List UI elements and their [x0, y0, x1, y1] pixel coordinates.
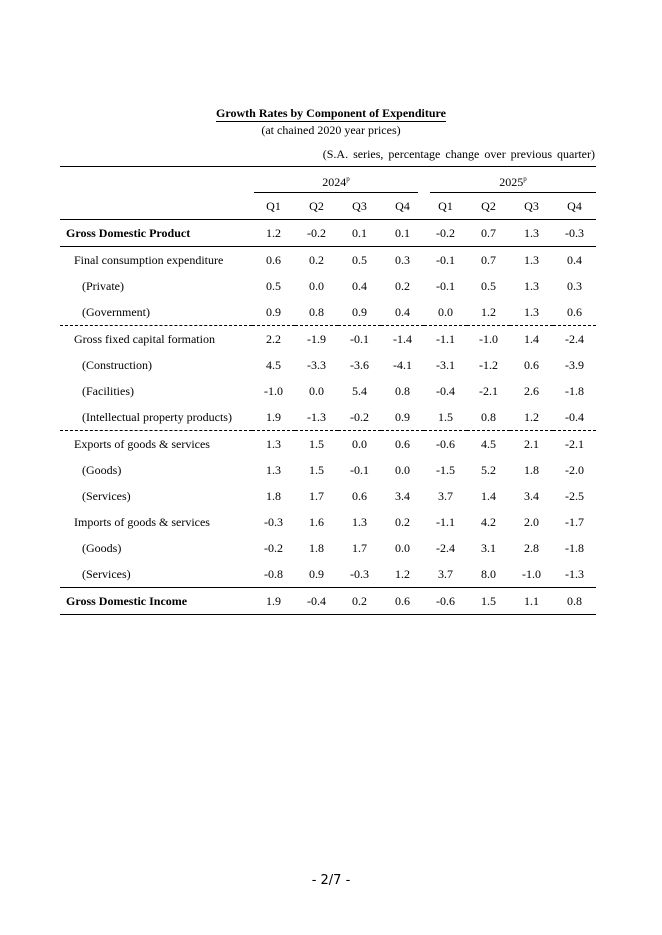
header-blank [60, 167, 252, 194]
table-cell: 1.8 [309, 540, 324, 555]
row-final-consumption [60, 247, 596, 274]
table-cell: 1.2 [252, 220, 295, 247]
row-label: Gross Domestic Income [60, 588, 252, 615]
table-cell: 1.5 [438, 409, 453, 424]
table-cell: 1.9 [266, 409, 281, 424]
table-cell: -0.2 [424, 220, 467, 247]
quarter-header: Q4 [395, 198, 410, 213]
table-cell: 0.4 [352, 278, 367, 293]
row-government [60, 299, 596, 326]
table-cell: 0.0 [438, 304, 453, 319]
quarter-header: Q1 [266, 198, 281, 213]
table-cell: -2.4 [436, 540, 455, 555]
table-cell: 1.4 [510, 326, 553, 353]
table-cell: 4.5 [266, 357, 281, 372]
table-cell: 1.7 [352, 540, 367, 555]
table-cell: 0.6 [252, 247, 295, 274]
table-cell: -2.5 [565, 488, 584, 503]
table-cell: -0.8 [264, 566, 283, 581]
table-cell: 1.3 [524, 278, 539, 293]
table-cell: 4.5 [467, 431, 510, 458]
table-cell: 0.0 [395, 540, 410, 555]
table-cell: 0.8 [395, 383, 410, 398]
table-cell: 2.6 [524, 383, 539, 398]
table-cell: 0.2 [395, 514, 410, 529]
table-cell: -0.6 [424, 588, 467, 615]
row-label: (Intellectual property products) [82, 409, 232, 424]
table-cell: -0.3 [553, 220, 596, 247]
table-cell: 1.8 [524, 462, 539, 477]
quarter-header: Q4 [567, 198, 582, 213]
table-cell: -0.2 [295, 220, 338, 247]
table-cell: -1.8 [565, 383, 584, 398]
table-cell: 0.7 [467, 220, 510, 247]
table-cell: 0.2 [395, 278, 410, 293]
table-cell: -0.3 [350, 566, 369, 581]
table-cell: 1.3 [510, 247, 553, 274]
table-cell: 2.2 [252, 326, 295, 353]
row-label: Imports of goods & services [74, 514, 210, 529]
table-cell: 1.7 [309, 488, 324, 503]
table-cell: -4.1 [393, 357, 412, 372]
table-cell: 1.5 [309, 462, 324, 477]
row-label: (Services) [82, 566, 131, 581]
table-cell: -3.1 [436, 357, 455, 372]
table-cell: 1.6 [309, 514, 324, 529]
table-cell: 0.7 [467, 247, 510, 274]
row-label: (Goods) [82, 540, 122, 555]
table-cell: 0.0 [338, 431, 381, 458]
table-cell: 0.9 [352, 304, 367, 319]
row-label: Gross Domestic Product [60, 220, 252, 247]
table-cell: -1.7 [565, 514, 584, 529]
table-cell: -3.6 [350, 357, 369, 372]
table-cell: -0.2 [350, 409, 369, 424]
header-blank [60, 193, 252, 220]
table-cell: 0.9 [395, 409, 410, 424]
table-cell: 0.0 [309, 278, 324, 293]
table-cell: 2.0 [524, 514, 539, 529]
table-cell: 0.8 [553, 588, 596, 615]
table-cell: 1.2 [524, 409, 539, 424]
year-sup: p [346, 175, 350, 183]
table-cell: -1.1 [436, 514, 455, 529]
row-imports [60, 509, 596, 535]
table-cell: 8.0 [481, 566, 496, 581]
growth-rates-table [60, 166, 596, 615]
row-label: (Private) [82, 278, 124, 293]
table-cell: 1.2 [481, 304, 496, 319]
table-cell: -3.9 [565, 357, 584, 372]
table-cell: 4.2 [481, 514, 496, 529]
table-cell: 0.9 [309, 566, 324, 581]
table-cell: 1.3 [266, 462, 281, 477]
table-cell: 0.6 [381, 588, 424, 615]
row-gdi [60, 588, 596, 615]
table-cell: -3.3 [307, 357, 326, 372]
table-cell: 1.3 [252, 431, 295, 458]
table-cell: 1.5 [295, 431, 338, 458]
row-label: (Facilities) [82, 383, 134, 398]
year-sup: p [523, 175, 527, 183]
table-cell: 1.9 [252, 588, 295, 615]
table-cell: 0.9 [266, 304, 281, 319]
table-cell: 0.6 [381, 431, 424, 458]
table-cell: 1.5 [467, 588, 510, 615]
row-construction [60, 352, 596, 378]
quarter-header-row [60, 193, 596, 220]
table-body [60, 220, 596, 615]
table-cell: 0.6 [352, 488, 367, 503]
table-title [0, 106, 662, 121]
table-cell: -0.1 [436, 278, 455, 293]
table-cell: 1.3 [510, 220, 553, 247]
table-cell: 0.1 [381, 220, 424, 247]
row-label: (Services) [82, 488, 131, 503]
year-label: 2025 [499, 175, 524, 189]
table-cell: 1.3 [352, 514, 367, 529]
table-cell: -0.2 [264, 540, 283, 555]
table-cell: 3.7 [438, 488, 453, 503]
row-exports-goods [60, 457, 596, 483]
quarter-header: Q3 [524, 198, 539, 213]
row-ip-products [60, 404, 596, 431]
row-label: (Government) [82, 304, 150, 319]
table-cell: 0.6 [567, 304, 582, 319]
year-header-2025 [424, 167, 596, 194]
table-cell: 0.0 [395, 462, 410, 477]
table-cell: 1.3 [524, 304, 539, 319]
table-cell: 0.5 [266, 278, 281, 293]
table-cell: -2.0 [565, 462, 584, 477]
table-cell: 0.3 [381, 247, 424, 274]
table-cell: 0.6 [524, 357, 539, 372]
table-cell: 1.1 [510, 588, 553, 615]
table-cell: -0.4 [436, 383, 455, 398]
table-cell: 0.4 [395, 304, 410, 319]
table-cell: -0.1 [424, 247, 467, 274]
table-cell: 0.5 [338, 247, 381, 274]
table-cell: 0.8 [309, 304, 324, 319]
year-label: 2024 [322, 175, 347, 189]
table-cell: 3.4 [524, 488, 539, 503]
row-facilities [60, 378, 596, 404]
row-label: (Goods) [82, 462, 122, 477]
quarter-header: Q1 [438, 198, 453, 213]
table-cell: -1.0 [467, 326, 510, 353]
table-cell: -2.1 [553, 431, 596, 458]
table-cell: -1.1 [424, 326, 467, 353]
table-cell: -2.1 [479, 383, 498, 398]
table-cell: 1.8 [266, 488, 281, 503]
table-cell: 5.4 [352, 383, 367, 398]
table-cell: -1.9 [295, 326, 338, 353]
quarter-header: Q3 [352, 198, 367, 213]
table-cell: 0.8 [481, 409, 496, 424]
table-cell: -0.3 [264, 514, 283, 529]
table-cell: 1.2 [395, 566, 410, 581]
row-label: Exports of goods & services [60, 431, 252, 458]
table-cell: 2.8 [524, 540, 539, 555]
table-cell: 0.4 [553, 247, 596, 274]
table-cell: -0.1 [350, 462, 369, 477]
row-label: Gross fixed capital formation [60, 326, 252, 353]
table-cell: 0.1 [338, 220, 381, 247]
quarter-header: Q2 [481, 198, 496, 213]
row-gfcf [60, 326, 596, 353]
table-cell: 3.4 [395, 488, 410, 503]
table-cell: 3.7 [438, 566, 453, 581]
table-cell: -1.3 [307, 409, 326, 424]
table-cell: 0.2 [295, 247, 338, 274]
page-number: - 2/7 - [311, 873, 351, 888]
table-cell: 1.4 [481, 488, 496, 503]
table-cell: -1.0 [522, 566, 541, 581]
table-cell: -0.6 [424, 431, 467, 458]
table-cell: 3.1 [481, 540, 496, 555]
row-label: (Construction) [82, 357, 152, 372]
table-subtitle: (at chained 2020 year prices) [261, 123, 401, 137]
year-header-2024 [252, 167, 424, 194]
table-cell: -0.4 [295, 588, 338, 615]
table-cell: 0.0 [309, 383, 324, 398]
table-cell: -1.2 [479, 357, 498, 372]
table-cell: -1.5 [436, 462, 455, 477]
row-exports-services [60, 483, 596, 509]
row-exports [60, 431, 596, 458]
row-label: Final consumption expenditure [60, 247, 252, 274]
table-cell: 2.1 [510, 431, 553, 458]
table-cell: -1.0 [264, 383, 283, 398]
row-private [60, 273, 596, 299]
row-imports-goods [60, 535, 596, 561]
series-note: (S.A. series, percentage change over previous quarter) [322, 147, 595, 161]
table-cell: -0.4 [565, 409, 584, 424]
table-title-text: Growth Rates by Component of Expenditure [216, 106, 446, 120]
table-cell: 0.2 [338, 588, 381, 615]
quarter-header: Q2 [309, 198, 324, 213]
table-cell: -1.8 [565, 540, 584, 555]
table-cell: -1.4 [381, 326, 424, 353]
table-cell: 0.3 [567, 278, 582, 293]
table-cell: 5.2 [481, 462, 496, 477]
table-cell: -0.1 [338, 326, 381, 353]
row-gdp [60, 220, 596, 247]
row-imports-services [60, 561, 596, 588]
table-cell: -2.4 [553, 326, 596, 353]
table-cell: -1.3 [565, 566, 584, 581]
table-cell: 0.5 [481, 278, 496, 293]
year-header-row [60, 167, 596, 194]
